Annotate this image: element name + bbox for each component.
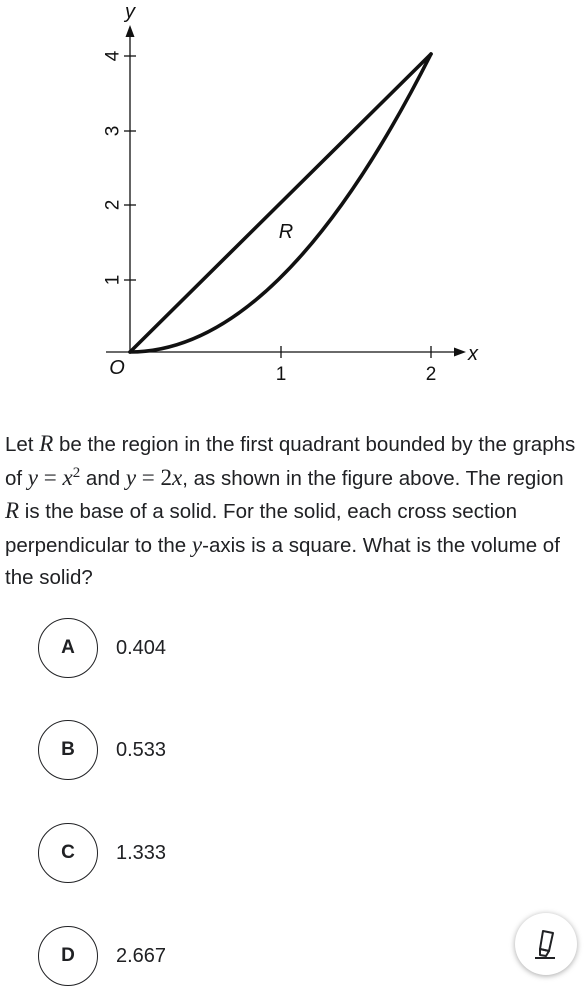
choice-value-d[interactable]: 2.667 (116, 944, 167, 967)
choice-b[interactable] (38, 719, 166, 781)
origin-label: O (109, 357, 125, 379)
choice-value-c[interactable]: 1.333 (116, 841, 167, 864)
choice-d[interactable] (38, 925, 166, 987)
choice-letter-c[interactable]: C (38, 823, 98, 883)
choice-letter-b[interactable]: B (38, 720, 98, 780)
region-figure (0, 0, 584, 400)
highlighter-button[interactable] (515, 913, 577, 975)
y-tick-label: 1 (102, 274, 124, 286)
x-tick-label: 2 (425, 364, 437, 385)
choice-letter-d[interactable]: D (38, 926, 98, 986)
y-tick-label: 2 (102, 199, 124, 211)
x-axis-arrow (454, 348, 466, 357)
choice-c[interactable] (38, 822, 166, 884)
choice-value-b[interactable]: 0.533 (116, 738, 167, 761)
question-text: Let R be the region in the first quadrant bounded by the graphs of $y = x^2$ and y = 2x, as shown in the figure above. The region R is the base of a solid. For the solid, each cross section perpendicular to the y-axis is a square. What is the volume of the solid? (5, 431, 576, 589)
x-axis-label: x (468, 343, 478, 365)
region-label: R (278, 221, 294, 243)
x-tick-label: 1 (275, 364, 287, 385)
y-tick-label: 4 (102, 50, 124, 62)
y-axis-arrow (126, 25, 135, 37)
y-axis-label: y (125, 1, 135, 23)
choice-letter-a[interactable]: A (38, 618, 98, 678)
highlighter-icon (531, 927, 561, 961)
line-y-equals-2x (130, 54, 431, 352)
choice-a[interactable] (38, 617, 166, 679)
region-variable: R (5, 498, 20, 523)
y-tick-label: 3 (102, 125, 124, 137)
region-variable: R (39, 431, 54, 456)
choice-value-a[interactable]: 0.404 (116, 636, 167, 659)
